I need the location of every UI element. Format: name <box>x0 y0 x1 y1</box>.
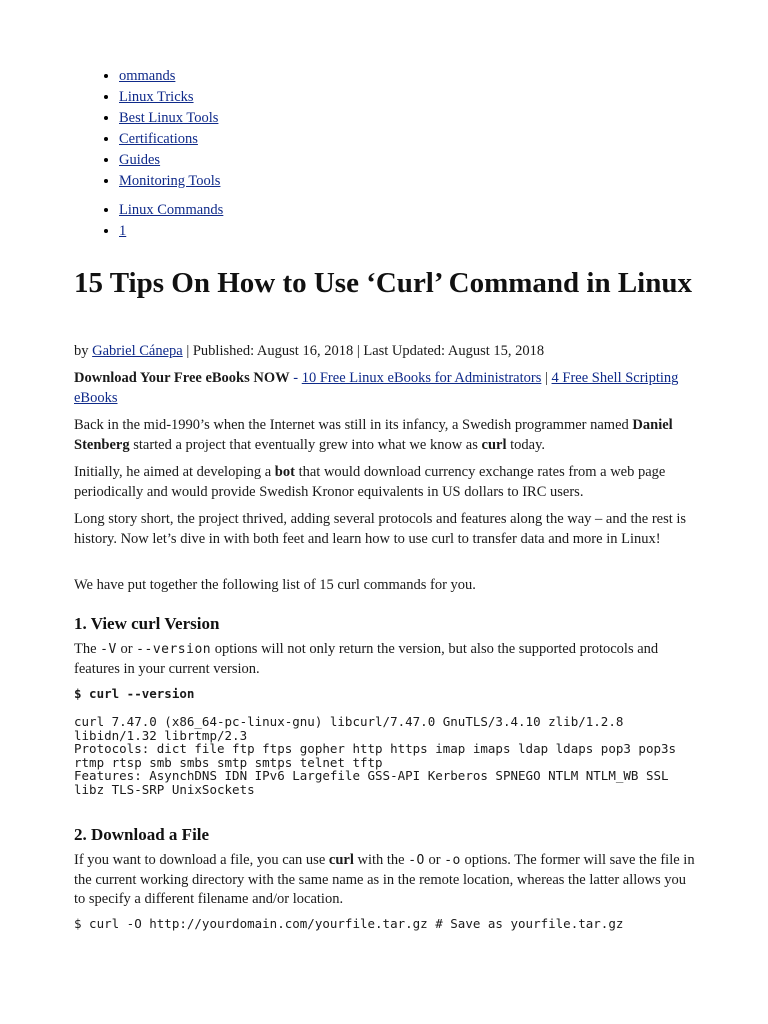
intro-paragraph-4: We have put together the following list of 15 curl commands for you. <box>74 577 476 593</box>
section-heading-view-version: 1. View curl Version <box>74 614 220 633</box>
nav-item-monitoring-tools[interactable] <box>119 171 220 192</box>
ebooks-sep1[interactable]: - <box>289 370 302 386</box>
nav-item-best-linux-tools[interactable] <box>119 108 220 129</box>
intro-paragraph-1 <box>74 416 700 455</box>
breadcrumb-link-linux-commands[interactable]: Linux Commands <box>119 202 224 218</box>
s2-text-a: If you want to download a file, you can use <box>74 852 329 868</box>
s2-text-c: or <box>424 852 445 868</box>
intro-paragraph-2 <box>74 463 700 502</box>
byline-dates: | Published: August 16, 2018 | Last Updated: August 15, 2018 <box>182 343 545 359</box>
primary-nav <box>74 66 220 192</box>
ebooks-link-linux[interactable]: 10 Free Linux eBooks for Administrators <box>301 370 542 386</box>
ebooks-sep2: | <box>541 370 552 386</box>
s1-code-version: --version <box>136 642 212 657</box>
s2-code-O: -O <box>408 853 425 868</box>
p2-text-a: Initially, he aimed at developing a <box>74 464 275 480</box>
nav-item-commands[interactable] <box>119 66 220 87</box>
s1-text-c: options will not only return the version, but also the supported protocols and features in your current version. <box>74 641 659 677</box>
article-byline <box>74 341 700 361</box>
s2-bold-curl: curl <box>328 852 354 868</box>
p2-bold-bot: bot <box>274 464 295 480</box>
p1-text-c: started a project that eventually grew into what we know as <box>129 436 482 453</box>
page-title: 15 Tips On How to Use ‘Curl’ Command in Linux <box>74 267 692 299</box>
section2-paragraph <box>74 851 700 910</box>
nav-item-certifications[interactable] <box>119 129 220 150</box>
nav-link-commands[interactable]: ommands <box>119 68 176 84</box>
s1-text-a: The <box>74 641 101 657</box>
breadcrumb <box>74 200 223 242</box>
p1-bold-curl: curl <box>481 436 507 453</box>
nav-link-best-linux-tools[interactable]: Best Linux Tools <box>119 110 219 126</box>
command-curl-download: $ curl -O http://yourdomain.com/yourfile.tar.gz # Save as yourfile.tar.gz <box>74 916 624 931</box>
breadcrumb-item-linux-commands[interactable] <box>119 200 223 221</box>
p2-text-c: that would download currency exchange rates from a web page periodically and would provide Swedish Kronor equivalents in US dollars to IRC users. <box>74 464 666 500</box>
s2-text-d: options. The former will save the file in the current working directory with the same name as in the remote location, whereas the latter allows you to specify a different filename and/or location. <box>74 852 695 907</box>
nav-link-monitoring-tools[interactable]: Monitoring Tools <box>119 173 221 189</box>
s2-code-o: -o <box>444 853 461 868</box>
p1-text-e: today. <box>506 436 546 453</box>
curl-version-output: curl 7.47.0 (x86_64-pc-linux-gnu) libcurl/7.47.0 GnuTLS/3.4.10 zlib/1.2.8 libidn/1.32 librtmp/2.3 Protocols: dict file ftp ftps gopher http https imap imaps ldap ldaps pop3 pop3s rtmp rtsp smb smbs smtp smtps telnet tftp Features: AsynchDNS IDN IPv6 Largefile GSS-API Kerberos SPNEGO NTLM NTLM_WB SSL libz TLS-SRP UnixSockets <box>74 714 677 797</box>
byline-by: by <box>74 343 93 359</box>
section-heading-download-file: 2. Download a File <box>74 825 210 844</box>
intro-paragraph-3: Long story short, the project thrived, adding several protocols and features along the way – and the rest is history. Now let’s dive in with both feet and learn how to use curl to transfer data and more in Linux! <box>74 511 687 547</box>
ebooks-promo <box>74 369 700 408</box>
ebooks-lead: Download Your Free eBooks NOW <box>74 370 290 386</box>
s1-text-b: or <box>116 641 137 657</box>
p1-text-a: Back in the mid-1990’s when the Internet was still in its infancy, a Swedish programmer named <box>74 417 633 433</box>
nav-link-guides[interactable]: Guides <box>119 152 161 168</box>
nav-item-linux-tricks[interactable] <box>119 87 220 108</box>
p1-bold-name: Daniel Stenberg <box>74 417 673 453</box>
nav-link-certifications[interactable]: Certifications <box>119 131 198 147</box>
s1-code-V: -V <box>100 642 117 657</box>
ebooks-link-shell[interactable]: 4 Free Shell Scripting eBooks <box>74 370 679 406</box>
author-link[interactable]: Gabriel Cánepa <box>92 343 183 359</box>
nav-item-guides[interactable] <box>119 150 220 171</box>
section1-paragraph <box>74 640 700 679</box>
nav-link-linux-tricks[interactable]: Linux Tricks <box>119 89 194 105</box>
breadcrumb-item-page[interactable] <box>119 221 223 242</box>
breadcrumb-link-page-1[interactable]: 1 <box>119 223 127 239</box>
command-curl-version: $ curl --version <box>74 686 195 701</box>
s2-text-b: with the <box>353 852 409 868</box>
